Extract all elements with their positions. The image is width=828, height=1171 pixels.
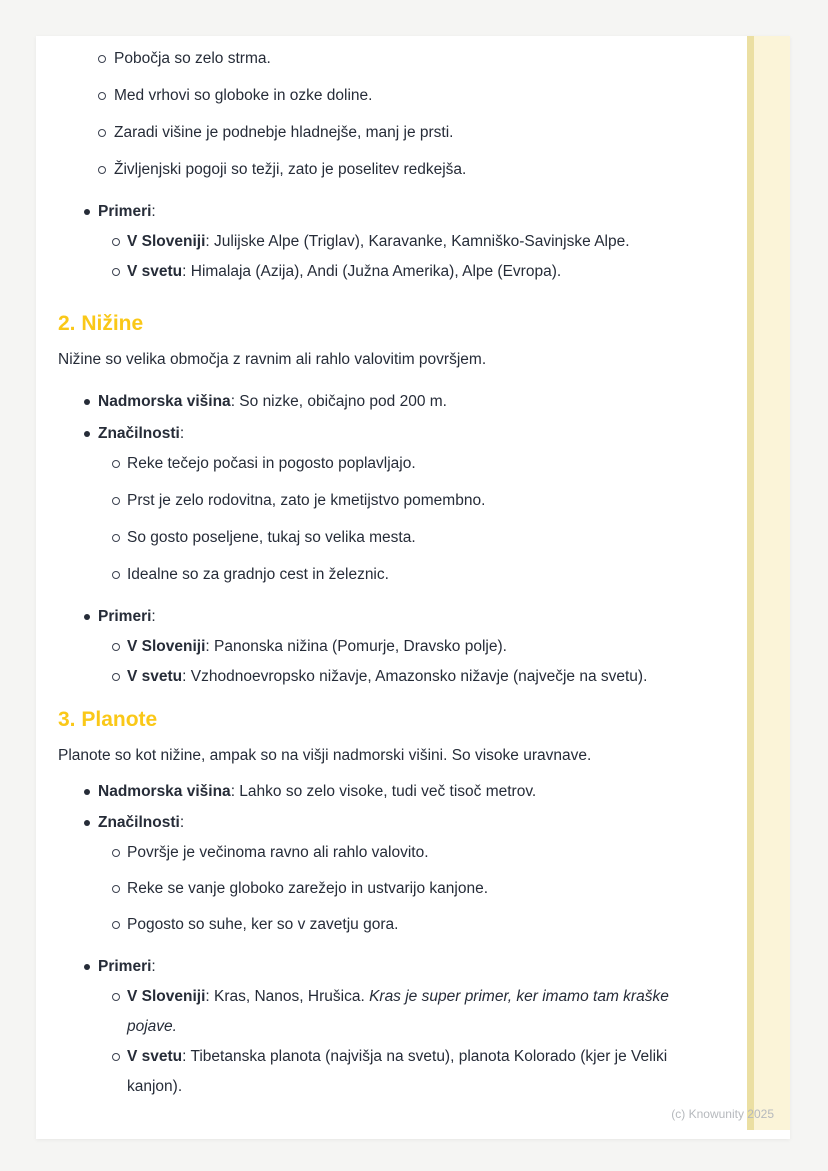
sub-bullet-text: Reke tečejo počasi in pogosto poplavljajo. xyxy=(127,455,416,472)
bold-label: Primeri xyxy=(98,203,152,220)
item-text: : xyxy=(151,203,156,220)
bold-label: V svetu xyxy=(127,1048,183,1065)
circle-bullet-icon xyxy=(112,268,120,276)
circle-bullet-icon xyxy=(98,92,106,100)
sub-bullet-item xyxy=(58,257,710,287)
circle-bullet-icon xyxy=(112,238,120,246)
item-text: : Himalaja (Azija), Andi (Južna Amerika), Alpe (Evropa). xyxy=(182,263,562,280)
item-text: : xyxy=(151,608,156,625)
sub-bullet-item xyxy=(58,486,710,516)
sub-bullet-item xyxy=(58,81,710,111)
circle-bullet-icon xyxy=(112,885,120,893)
sub-bullet-text: Površje je večinoma ravno ali rahlo valovito. xyxy=(127,844,429,861)
bullet-item-primeri xyxy=(58,952,710,982)
item-text: : Vzhodnoevropsko nižavje, Amazonsko nižavje (največje na svetu). xyxy=(182,668,648,685)
sub-bullet-text: Pogosto so suhe, ker so v zavetju gora. xyxy=(127,916,399,933)
bold-label: V svetu xyxy=(127,668,183,685)
section-intro: Planote so kot nižine, ampak so na višji nadmorski višini. So visoke uravnave. xyxy=(58,747,592,764)
italic-note: Kras je super primer, ker imamo tam kraške pojave. xyxy=(127,988,669,1035)
sub-bullet-text: Zaradi višine je podnebje hladnejše, manj je prsti. xyxy=(114,124,454,141)
sub-bullet-text: Prst je zelo rodovitna, zato je kmetijstvo pomembno. xyxy=(127,492,486,509)
section-heading: 3. Planote xyxy=(58,708,158,731)
sub-bullet-item xyxy=(58,155,710,185)
circle-bullet-icon xyxy=(98,166,106,174)
item-text: : Lahko so zelo visoke, tudi več tisoč metrov. xyxy=(230,783,537,800)
sub-bullet-text: Reke se vanje globoko zarežejo in ustvarijo kanjone. xyxy=(127,880,489,897)
item-text: : Julijske Alpe (Triglav), Karavanke, Kamniško-Savinjske Alpe. xyxy=(205,233,630,250)
bold-label: Nadmorska višina xyxy=(98,783,231,800)
circle-bullet-icon xyxy=(98,55,106,63)
item-text: : Tibetanska planota (najvišja na svetu), planota Kolorado (kjer je Veliki kanjon). xyxy=(127,1048,668,1095)
bold-label: Značilnosti xyxy=(98,425,180,442)
bullet-item-characteristics xyxy=(58,419,710,449)
circle-bullet-icon xyxy=(112,673,120,681)
circle-bullet-icon xyxy=(112,849,120,857)
bold-label: Primeri xyxy=(98,958,152,975)
item-text: : Panonska nižina (Pomurje, Dravsko polje). xyxy=(205,638,507,655)
bold-label: V Sloveniji xyxy=(127,638,206,655)
section-heading: 2. Nižine xyxy=(58,312,144,335)
item-text: : xyxy=(179,814,185,831)
circle-bullet-icon xyxy=(112,921,120,929)
sub-bullet-item xyxy=(58,632,710,662)
circle-bullet-icon xyxy=(112,1053,120,1061)
sub-bullet-text: Pobočja so zelo strma. xyxy=(114,50,271,67)
bold-label: Značilnosti xyxy=(98,814,180,831)
bullet-item-altitude xyxy=(58,777,710,807)
bold-label: V Sloveniji xyxy=(127,233,206,250)
bullet-dot-icon xyxy=(84,789,90,795)
item-text: : So nizke, običajno pod 200 m. xyxy=(230,393,447,410)
item-text: : xyxy=(151,958,156,975)
bold-label: Nadmorska višina xyxy=(98,393,231,410)
bullet-dot-icon xyxy=(84,209,90,215)
sub-bullet-item xyxy=(58,662,710,692)
sub-bullet-item xyxy=(58,560,710,590)
bold-label: V svetu xyxy=(127,263,183,280)
bullet-item-characteristics xyxy=(58,808,710,838)
circle-bullet-icon xyxy=(112,497,120,505)
sub-bullet-item xyxy=(58,910,710,940)
sub-bullet-item xyxy=(58,523,710,553)
section-intro: Nižine so velika območja z ravnim ali rahlo valovitim površjem. xyxy=(58,351,487,368)
bullet-dot-icon xyxy=(84,820,90,826)
circle-bullet-icon xyxy=(112,643,120,651)
sub-bullet-text: Med vrhovi so globoke in ozke doline. xyxy=(114,87,373,104)
bullet-dot-icon xyxy=(84,399,90,405)
sub-bullet-text: Idealne so za gradnjo cest in železnic. xyxy=(127,566,389,583)
sub-bullet-item xyxy=(58,449,710,479)
bold-label: Primeri xyxy=(98,608,152,625)
watermark: (c) Knowunity 2025 xyxy=(671,1107,774,1121)
bullet-dot-icon xyxy=(84,431,90,437)
sub-bullet-item xyxy=(58,44,710,74)
bold-label: V Sloveniji xyxy=(127,988,206,1005)
circle-bullet-icon xyxy=(112,534,120,542)
circle-bullet-icon xyxy=(98,129,106,137)
circle-bullet-icon xyxy=(112,993,120,1001)
circle-bullet-icon xyxy=(112,571,120,579)
bullet-dot-icon xyxy=(84,614,90,620)
sub-bullet-item xyxy=(58,874,710,904)
sub-bullet-item xyxy=(58,1042,710,1102)
bullet-item-primeri xyxy=(58,197,710,227)
item-text: : Kras, Nanos, Hrušica. xyxy=(205,988,370,1005)
page-content xyxy=(36,36,790,1102)
sub-bullet-item xyxy=(58,118,710,148)
sub-bullet-text: Življenjski pogoji so težji, zato je poselitev redkejša. xyxy=(114,161,467,178)
document-page xyxy=(36,36,790,1139)
bullet-dot-icon xyxy=(84,964,90,970)
sub-bullet-item xyxy=(58,838,710,868)
bullet-item-altitude xyxy=(58,387,710,417)
bullet-item-primeri xyxy=(58,602,710,632)
circle-bullet-icon xyxy=(112,460,120,468)
sub-bullet-item xyxy=(58,227,710,257)
item-text: : xyxy=(179,425,185,442)
sub-bullet-item xyxy=(58,982,710,1042)
sub-bullet-text: So gosto poseljene, tukaj so velika mesta. xyxy=(127,529,416,546)
